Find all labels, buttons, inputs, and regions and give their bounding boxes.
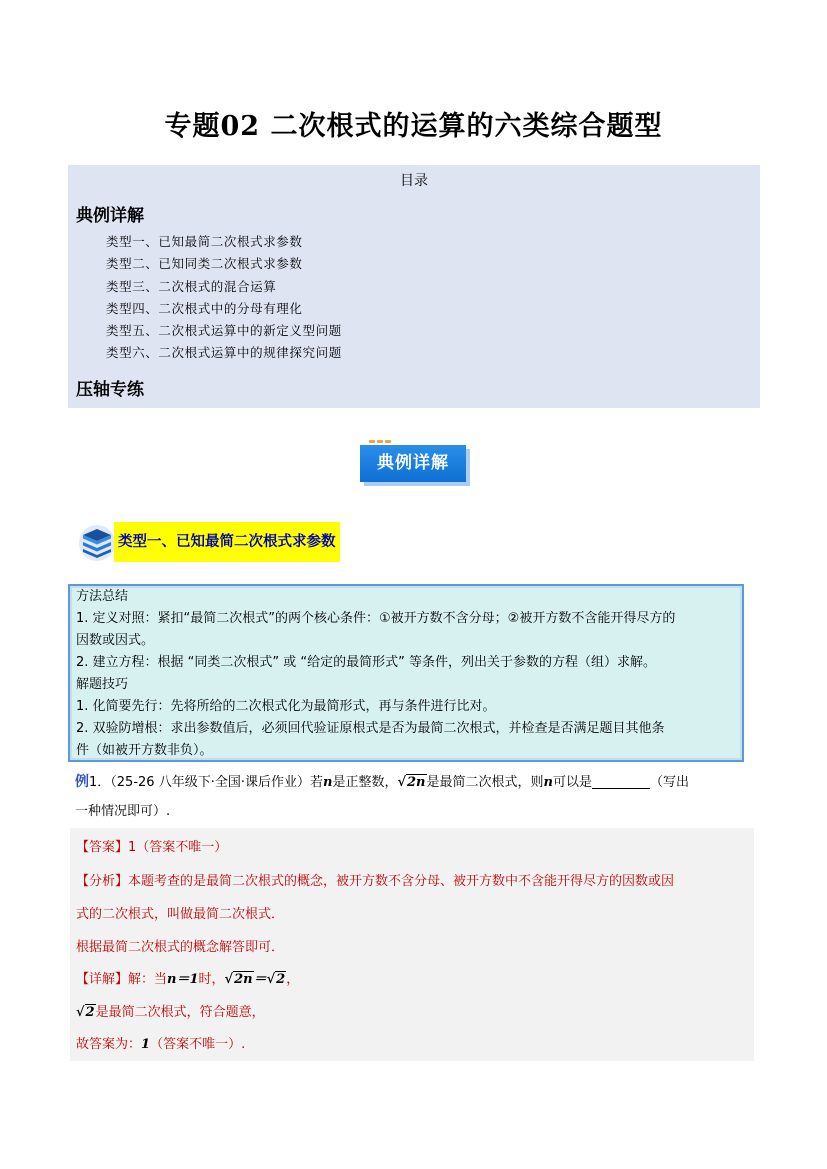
- detail-text: （答案不唯一）.: [150, 1037, 246, 1052]
- variable-n: n: [322, 775, 333, 790]
- detail-text: 时，: [198, 972, 225, 987]
- example-line-2: 一种情况即可）.: [75, 804, 171, 819]
- radicand: 2: [276, 972, 286, 987]
- badge-decoration: [369, 440, 391, 443]
- detail-text: 解：当: [128, 972, 168, 987]
- analysis-row: [76, 870, 674, 889]
- method-line: 1. 定义对照：紧扣“最简二次根式”的两个核心条件：①被开方数不含分母；②被开方数不含能开得尽方的: [76, 611, 676, 626]
- sqrt-expression: √2: [266, 972, 286, 987]
- toc-heading: 目录: [400, 173, 428, 189]
- answer-blank[interactable]: [592, 774, 650, 789]
- final-answer: 1: [141, 1037, 151, 1052]
- example-question: [75, 768, 755, 826]
- method-line: 2. 建立方程：根据 “同类二次根式” 或 “给定的最简形式” 等条件，列出关于参数的方程（组）求解。: [76, 655, 657, 670]
- section-badge-label: 典例详解: [360, 445, 466, 482]
- detail-text: 是最简二次根式，符合题意，: [95, 1005, 265, 1020]
- toc-item[interactable]: 类型四、二次根式中的分母有理化: [106, 300, 303, 316]
- example-label: 例: [75, 774, 89, 790]
- detail-text: ，: [286, 972, 300, 987]
- radicand: 2n: [234, 972, 253, 987]
- toc-item-list: [106, 231, 342, 365]
- analysis-row: 式的二次根式，叫做最简二次根式．: [76, 907, 285, 922]
- method-line: 因数或因式。: [76, 633, 155, 648]
- answer-text: 1（答案不唯一）: [128, 840, 228, 855]
- detail-row: [76, 968, 299, 987]
- variable-n: n: [543, 775, 553, 790]
- example-text: 是正整数，: [332, 775, 398, 790]
- toc-item[interactable]: 类型三、二次根式的混合运算: [106, 278, 277, 294]
- page-title: 专题02 二次根式的运算的六类综合题型: [164, 111, 663, 142]
- toc-item[interactable]: 类型二、已知同类二次根式求参数: [106, 256, 303, 272]
- sqrt-expression: √2n: [224, 972, 253, 987]
- detail-text: 故答案为：: [76, 1037, 142, 1052]
- toc-item[interactable]: 类型一、已知最简二次根式求参数: [106, 234, 303, 249]
- detail-equation: n＝1: [167, 972, 199, 987]
- method-summary-box: [68, 584, 744, 762]
- example-line-1: [75, 768, 755, 797]
- radicand: 2: [85, 1005, 95, 1020]
- toc-item[interactable]: 类型六、二次根式运算中的规律探究问题: [106, 345, 342, 361]
- toc-item[interactable]: 类型五、二次根式运算中的新定义型问题: [106, 323, 342, 339]
- section-badge: [357, 440, 471, 490]
- example-number: 1．: [89, 775, 111, 790]
- example-text: （写出: [649, 775, 689, 790]
- method-line: 解题技巧: [76, 677, 129, 692]
- method-line: 方法总结: [76, 589, 129, 604]
- type-heading-label: 类型一、已知最简二次根式求参数: [114, 522, 340, 562]
- analysis-text: 本题考查的是最简二次根式的概念，被开方数不含分母、被开方数中不含能开得尽方的因数或因: [128, 874, 675, 889]
- table-of-contents: [68, 165, 760, 408]
- sqrt-expression: √2: [76, 1005, 95, 1020]
- example-text: 若: [309, 775, 323, 790]
- book-stack-icon: [78, 524, 116, 562]
- method-line: 2. 双验防增根：求出参数值后，必须回代验证原根式是否为最简二次根式，并检查是否满足题目其他条: [76, 721, 665, 736]
- equals-sign: ＝: [253, 972, 267, 987]
- example-text: 是最简二次根式，则: [426, 775, 544, 790]
- method-line: 1. 化简要先行：先将所给的二次根式化为最简形式，再与条件进行比对。: [76, 699, 496, 714]
- answer-row: [76, 836, 227, 855]
- analysis-row: 根据最简二次根式的概念解答即可．: [76, 940, 285, 955]
- example-text: 可以是: [552, 775, 592, 790]
- sqrt-expression: √2n: [397, 775, 426, 790]
- detail-row: [76, 1001, 265, 1020]
- toc-section-practice[interactable]: 压轴专练: [76, 380, 144, 400]
- detail-tag: 【详解】: [76, 972, 129, 987]
- example-source: （25-26 八年级下·全国·课后作业）: [110, 775, 310, 790]
- radicand: 2n: [407, 775, 426, 790]
- answer-tag: 【答案】: [76, 840, 129, 855]
- answer-box: [70, 828, 754, 1061]
- toc-section-examples[interactable]: 典例详解: [76, 206, 144, 226]
- detail-row: [76, 1033, 245, 1052]
- analysis-tag: 【分析】: [76, 874, 129, 889]
- method-line: 件（如被开方数非负）。: [76, 743, 213, 758]
